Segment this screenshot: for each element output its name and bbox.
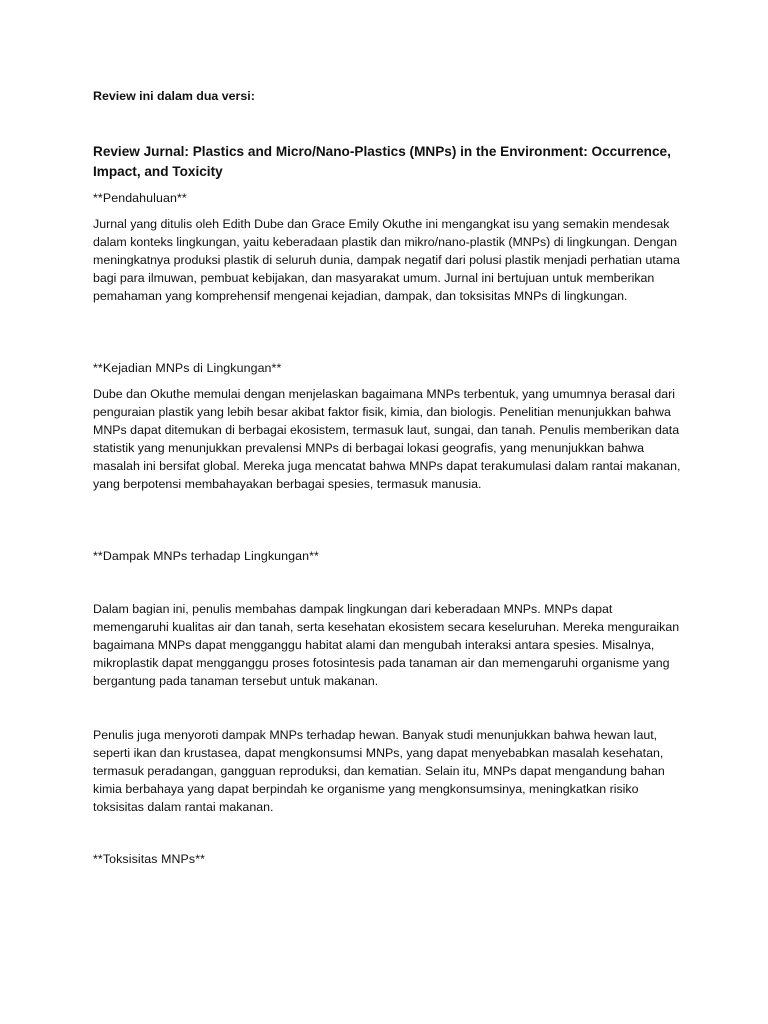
document-title: Review Jurnal: Plastics and Micro/Nano-Plastics (MNPs) in the Environment: Occurrence, Impact, and Toxicity	[93, 144, 671, 179]
paragraph-kejadian: Dube dan Okuthe memulai dengan menjelaskan bagaimana MNPs terbentuk, yang umumnya berasal dari penguraian plastik yang lebih besar akibat faktor fisik, kimia, dan biologis. Penelitian menunjukkan bahwa MNPs dapat ditemukan di berbagai ekosistem, termasuk laut, sungai, dan tanah. Penulis memberikan data statistik yang menunjukkan prevalensi MNPs di berbagai lokasi geografis, yang menunjukkan bahwa masalah ini bersifat global. Mereka juga mencatat bahwa MNPs dapat terakumulasi dalam rantai makanan, yang berpotensi membahayakan berbagai spesies, termasuk manusia.	[93, 387, 681, 491]
section-heading-pendahuluan: **Pendahuluan**	[93, 191, 187, 205]
paragraph-pendahuluan: Jurnal yang ditulis oleh Edith Dube dan Grace Emily Okuthe ini mengangkat isu yang semakin mendesak dalam konteks lingkungan, yaitu keberadaan plastik dan mikro/nano-plastik (MNPs) di lingkungan. Dengan meningkatnya produksi plastik di seluruh dunia, dampak negatif dari polusi plastik menjadi perhatian utama bagi para ilmuwan, pembuat kebijakan, dan masyarakat umum. Jurnal ini bertujuan untuk memberikan pemahaman yang komprehensif mengenai kejadian, dampak, dan toksisitas MNPs di lingkungan.	[93, 217, 680, 303]
section-heading-toksisitas: **Toksisitas MNPs**	[93, 852, 206, 866]
intro-line: Review ini dalam dua versi:	[93, 89, 255, 103]
section-heading-kejadian: **Kejadian MNPs di Lingkungan**	[93, 361, 282, 375]
section-heading-dampak: **Dampak MNPs terhadap Lingkungan**	[93, 549, 319, 563]
paragraph-dampak-hewan: Penulis juga menyoroti dampak MNPs terhadap hewan. Banyak studi menunjukkan bahwa hewan laut, seperti ikan dan krustasea, dapat mengkonsumsi MNPs, yang dapat menyebabkan masalah kesehatan, termasuk peradangan, gangguan reproduksi, dan kematian. Selain itu, MNPs dapat mengandung bahan kimia berbahaya yang dapat berpindah ke organisme yang mengkonsumsinya, meningkatkan risiko toksisitas dalam rantai makanan.	[93, 728, 665, 814]
paragraph-dampak-lingkungan: Dalam bagian ini, penulis membahas dampak lingkungan dari keberadaan MNPs. MNPs dapat memengaruhi kualitas air dan tanah, serta kesehatan ekosistem secara keseluruhan. Mereka menguraikan bagaimana MNPs dapat mengganggu habitat alami dan mengubah interaksi antara spesies. Misalnya, mikroplastik dapat mengganggu proses fotosintesis pada tanaman air dan memengaruhi organisme yang bergantung pada tanaman tersebut untuk makanan.	[93, 602, 680, 688]
